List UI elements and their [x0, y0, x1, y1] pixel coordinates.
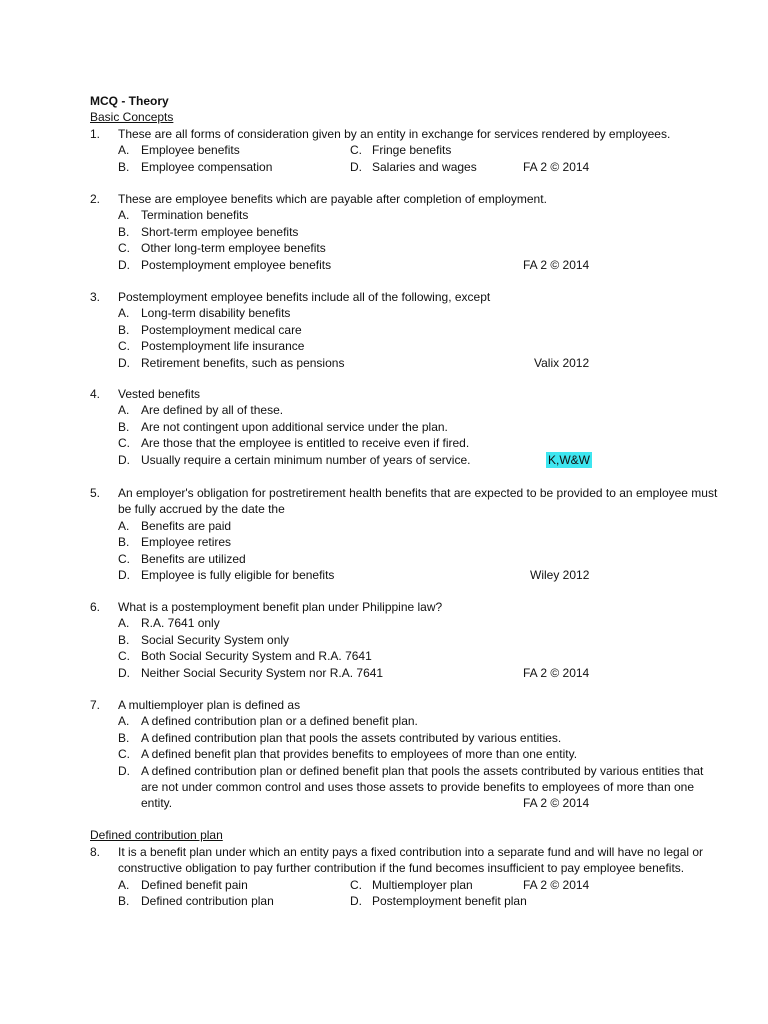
option-letter: C. — [118, 339, 130, 354]
question-number: 6. — [90, 600, 101, 614]
option-letter: B. — [118, 322, 130, 337]
question-5 — [90, 485, 718, 583]
option-letter: B. — [118, 535, 130, 550]
option-text: A defined benefit plan that provides benefits to employees of more than one entity. — [141, 747, 578, 762]
option-text: Short-term employee benefits — [141, 224, 299, 239]
option-letter: B. — [118, 159, 130, 174]
question-stem: Postemployment employee benefits include all of the following, except — [118, 290, 491, 304]
option-text: Postemployment life insurance — [141, 339, 305, 354]
question-number: 4. — [90, 387, 101, 401]
option-letter: B. — [118, 730, 130, 745]
option-text: Postemployment benefit plan — [372, 894, 527, 909]
option-letter: D. — [118, 763, 130, 778]
option-text: A defined contribution plan or a defined benefit plan. — [141, 714, 418, 729]
option-letter: C. — [118, 241, 130, 256]
option-text: Termination benefits — [141, 208, 249, 223]
option-text: Employee retires — [141, 535, 232, 550]
question-source: FA 2 © 2014 — [523, 877, 590, 892]
option-letter: A. — [118, 143, 130, 158]
question-source: FA 2 © 2014 — [523, 665, 590, 680]
question-number: 7. — [90, 698, 101, 712]
question-number: 8. — [90, 845, 101, 859]
question-stem: What is a postemployment benefit plan under Philippine law? — [118, 600, 443, 614]
option-letter: A. — [118, 877, 130, 892]
question-2 — [90, 191, 690, 273]
option-text: Employee benefits — [141, 143, 240, 158]
section-heading-defined-contribution-plan: Defined contribution plan — [90, 828, 223, 842]
option-text-continued: are not under common control and uses those assets to provide benefits to employees of more than one — [141, 779, 694, 794]
option-text: Neither Social Security System nor R.A. 7641 — [141, 665, 384, 680]
option-letter: A. — [118, 518, 130, 533]
question-stem: These are all forms of consideration given by an entity in exchange for services rendered by employees. — [118, 127, 671, 141]
option-text: Benefits are paid — [141, 518, 232, 533]
option-text: Salaries and wages — [372, 159, 477, 174]
question-source: Wiley 2012 — [530, 567, 590, 582]
question-number: 5. — [90, 486, 101, 500]
question-stem: These are employee benefits which are payable after completion of employment. — [118, 192, 547, 206]
question-stem: A multiemployer plan is defined as — [118, 698, 301, 712]
section-heading-basic-concepts: Basic Concepts — [90, 110, 174, 124]
option-text: A defined contribution plan that pools the assets contributed by various entities. — [141, 730, 562, 745]
question-6 — [90, 599, 690, 681]
question-stem: It is a benefit plan under which an entity pays a fixed contribution into a separate fund and will have no legal or — [118, 845, 704, 859]
option-text: Usually require a certain minimum number of years of service. — [141, 452, 471, 467]
question-source: FA 2 © 2014 — [523, 257, 590, 272]
question-stem: Vested benefits — [118, 387, 201, 401]
option-letter: D. — [118, 567, 130, 582]
option-text: Postemployment employee benefits — [141, 257, 332, 272]
option-text: Social Security System only — [141, 632, 290, 647]
option-text: Retirement benefits, such as pensions — [141, 355, 345, 370]
question-number: 1. — [90, 127, 101, 141]
option-text: A defined contribution plan or defined benefit plan that pools the assets contributed by various entities that — [141, 763, 704, 778]
option-letter: B. — [118, 419, 130, 434]
option-text: R.A. 7641 only — [141, 616, 220, 631]
option-letter: B. — [118, 894, 130, 909]
option-text: Defined benefit pain — [141, 877, 248, 892]
question-source: Valix 2012 — [534, 355, 590, 370]
option-text: Are those that the employee is entitled to receive even if fired. — [141, 436, 470, 451]
option-text-continued: entity. — [141, 796, 173, 811]
option-text: Employee is fully eligible for benefits — [141, 567, 335, 582]
option-letter: D. — [118, 452, 130, 467]
question-number: 2. — [90, 192, 101, 206]
option-letter: C. — [118, 436, 130, 451]
option-text: Fringe benefits — [372, 143, 452, 158]
option-letter: C. — [118, 747, 130, 762]
option-letter: C. — [118, 649, 130, 664]
option-letter: D. — [350, 894, 362, 909]
question-source: FA 2 © 2014 — [523, 796, 590, 811]
option-letter: C. — [350, 877, 362, 892]
question-source-highlighted: K,W&W — [548, 452, 590, 467]
option-letter: A. — [118, 306, 130, 321]
option-text: Are not contingent upon additional service under the plan. — [141, 419, 448, 434]
question-8 — [90, 844, 704, 910]
option-text: Employee compensation — [141, 159, 273, 174]
question-stem-continued: constructive obligation to pay further contribution if the fund becomes insufficient to pay employee benefits. — [118, 861, 685, 876]
option-letter: D. — [118, 257, 130, 272]
question-source: FA 2 © 2014 — [523, 159, 590, 174]
option-text: Are defined by all of these. — [141, 403, 284, 418]
document-title: MCQ - Theory — [90, 94, 169, 108]
option-text: Multiemployer plan — [372, 877, 473, 892]
option-letter: A. — [118, 208, 130, 223]
option-text: Benefits are utilized — [141, 551, 246, 566]
question-7 — [90, 697, 704, 812]
option-text: Postemployment medical care — [141, 322, 302, 337]
question-4 — [90, 386, 690, 468]
option-letter: A. — [118, 403, 130, 418]
question-number: 3. — [90, 290, 101, 304]
question-1 — [90, 126, 690, 175]
option-letter: C. — [118, 551, 130, 566]
option-letter: A. — [118, 616, 130, 631]
option-text: Other long-term employee benefits — [141, 241, 326, 256]
option-text: Long-term disability benefits — [141, 306, 291, 321]
question-3 — [90, 289, 690, 371]
option-letter: B. — [118, 632, 130, 647]
option-letter: D. — [118, 665, 130, 680]
option-letter: B. — [118, 224, 130, 239]
option-letter: D. — [350, 159, 362, 174]
question-stem-continued: be fully accrued by the date the — [118, 502, 285, 517]
option-text: Defined contribution plan — [141, 894, 274, 909]
option-letter: D. — [118, 355, 130, 370]
option-letter: A. — [118, 714, 130, 729]
question-stem: An employer's obligation for postretirement health benefits that are expected to be provided to an employee must — [118, 486, 718, 500]
option-letter: C. — [350, 143, 362, 158]
option-text: Both Social Security System and R.A. 7641 — [141, 649, 372, 664]
